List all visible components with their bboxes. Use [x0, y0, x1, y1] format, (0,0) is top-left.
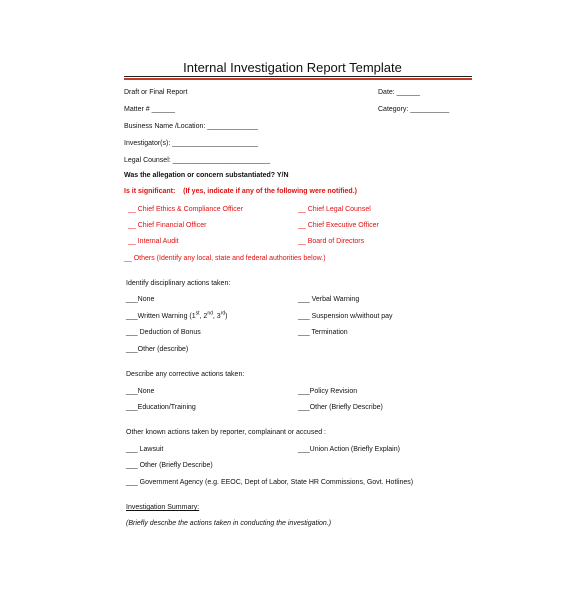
- chief-executive-officer-item: __ Chief Executive Officer: [298, 222, 379, 229]
- others-item: __ Others (Identify any local, state and federal authorities below.): [124, 255, 326, 262]
- corrective-heading: Describe any corrective actions taken:: [126, 371, 245, 378]
- significance-label: Is it significant:: [124, 188, 176, 195]
- matter-field: Matter # ______: [124, 106, 175, 113]
- title-rule-accent: [124, 78, 472, 80]
- verbal-warning: ___ Verbal Warning: [298, 296, 360, 303]
- disciplinary-heading: Identify disciplinary actions taken:: [126, 280, 231, 287]
- summary-heading: Investigation Summary:: [126, 504, 200, 511]
- lawsuit: ___ Lawsuit: [126, 446, 164, 453]
- corrective-none: ___None: [126, 388, 155, 395]
- other-actions-other: ___ Other (Briefly Describe): [126, 462, 213, 469]
- board-of-directors-item: __ Board of Directors: [298, 238, 365, 245]
- union-action: ___Union Action (Briefly Explain): [298, 446, 400, 453]
- other-actions-heading: Other known actions taken by reporter, complainant or accused :: [126, 429, 326, 436]
- corrective-other: ___Other (Briefly Describe): [298, 404, 383, 411]
- written-sup-first: st: [195, 310, 200, 317]
- suspension: ___ Suspension w/without pay: [298, 313, 393, 320]
- policy-revision: ___Policy Revision: [298, 388, 358, 395]
- title-rule: [124, 76, 472, 77]
- internal-audit-item: __ Internal Audit: [128, 238, 179, 245]
- written-sup-third: rd: [220, 310, 226, 317]
- category-field: Category: __________: [378, 106, 450, 113]
- deduction-of-bonus: ___ Deduction of Bonus: [126, 329, 201, 336]
- written-warning: [126, 312, 228, 321]
- allegation-question: Was the allegation or concern substantiated? Y/N: [124, 172, 289, 179]
- document-title: Internal Investigation Report Template: [183, 60, 402, 75]
- draft-final-field: Draft or Final Report: [124, 89, 188, 96]
- written-close: ): [225, 313, 228, 320]
- date-field: Date: ______: [378, 89, 421, 96]
- legal-counsel-field: Legal Counsel: _________________________: [124, 157, 270, 164]
- written-warning-label: ___Written Warning (1: [126, 313, 196, 320]
- chief-legal-counsel-item: __ Chief Legal Counsel: [298, 206, 371, 213]
- education-training: ___Education/Training: [126, 404, 196, 411]
- significance-note: (If yes, indicate if any of the following were notified.): [183, 188, 357, 195]
- written-sup-second: nd: [207, 310, 213, 317]
- chief-financial-officer-item: __ Chief Financial Officer: [128, 222, 207, 229]
- chief-ethics-officer-item: __ Chief Ethics & Compliance Officer: [128, 206, 244, 213]
- business-field: Business Name /Location: _____________: [124, 123, 258, 130]
- written-sep-2: , 3: [212, 313, 221, 320]
- investigators-field: Investigator(s): ______________________: [124, 140, 258, 147]
- disciplinary-other: ___Other (describe): [126, 346, 189, 353]
- significance-question: [124, 187, 357, 196]
- government-agency: ___ Government Agency (e.g. EEOC, Dept of Labor, State HR Commissions, Govt. Hotlines): [126, 479, 414, 486]
- termination: ___ Termination: [298, 329, 348, 336]
- disciplinary-none: ___None: [126, 296, 155, 303]
- summary-description: (Briefly describe the actions taken in conducting the investigation.): [126, 520, 332, 527]
- written-sep-1: , 2: [199, 313, 208, 320]
